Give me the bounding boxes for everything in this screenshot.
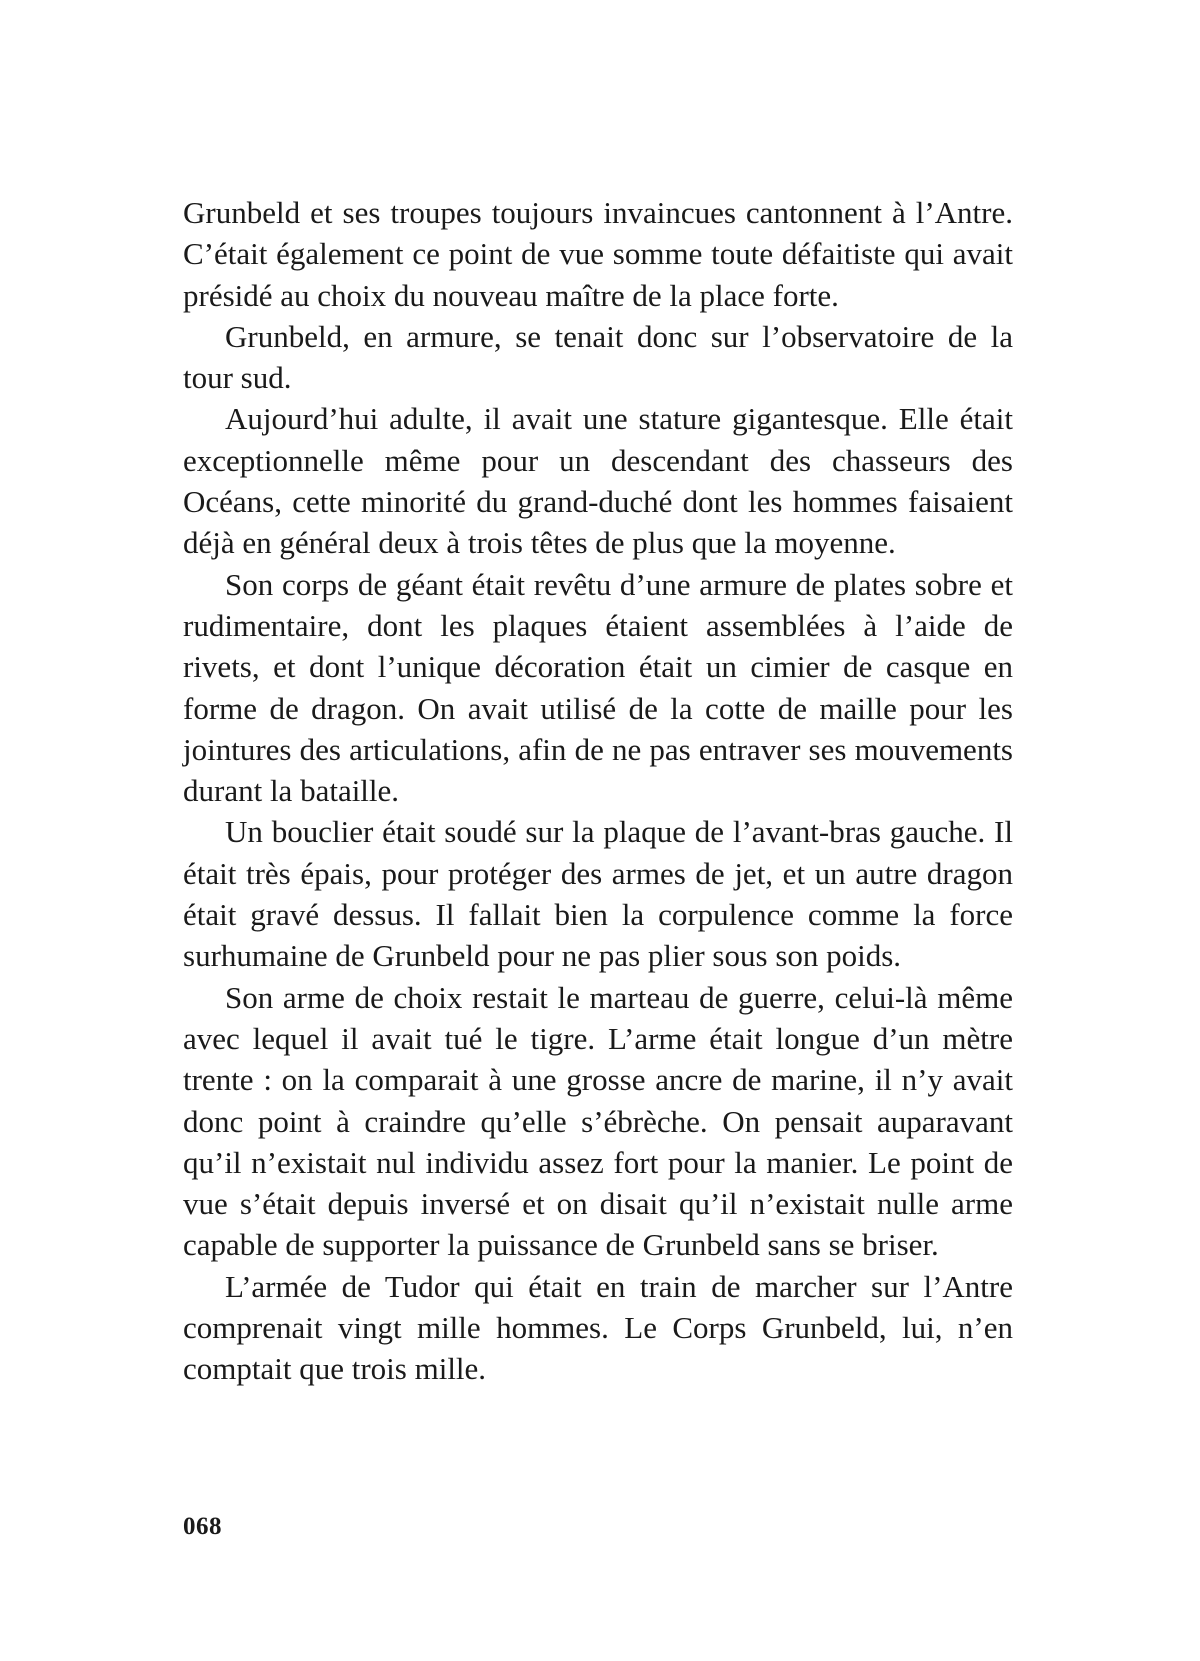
page-number: 068 — [183, 1513, 222, 1540]
paragraph-5: Un bouclier était soudé sur la plaque de l’avant-bras gauche. Il était très épais, pour protéger des armes de jet, et un autre dragon était gravé dessus. Il fallait bien la corpulence comme la force surhumaine de Grunbeld pour ne pas plier sous son poids. — [183, 814, 1013, 974]
paragraph-6: Son arme de choix restait le marteau de guerre, celui-là même avec lequel il avait tué le tigre. L’arme était longue d’un mètre trente : on la comparait à une grosse ancre de marine, il n’y avait donc point à craindre qu’elle s’ébrèche. On pensait auparavant qu’il n’existait nul individu assez fort pour la manier. Le point de vue s’était depuis inversé et on disait qu’il n’existait nulle arme capable de supporter la puissance de Grunbeld sans se briser. — [183, 979, 1013, 1263]
body-text — [183, 192, 1013, 1390]
paragraph-7: L’armée de Tudor qui était en train de marcher sur l’Antre comprenait vingt mille hommes. Le Corps Grunbeld, lui, n’en comptait que trois mille. — [183, 1268, 1013, 1387]
paragraph-1: Grunbeld et ses troupes toujours invaincues cantonnent à l’Antre. C’était également ce point de vue somme toute défaitiste qui avait présidé au choix du nouveau maître de la place forte. — [183, 195, 1013, 313]
paragraph-4: Son corps de géant était revêtu d’une armure de plates sobre et rudimentaire, dont les plaques étaient assemblées à l’aide de rivets, et dont l’unique décoration était un cimier de casque en forme de dragon. On avait utilisé de la cotte de maille pour les jointures des articulations, afin de ne pas entraver ses mouvements durant la bataille. — [183, 566, 1013, 809]
paragraph-3: Aujourd’hui adulte, il avait une stature gigantesque. Elle était exceptionnelle même pour un descendant des chasseurs des Océans, cette minorité du grand-duché dont les hommes faisaient déjà en général deux à trois têtes de plus que la moyenne. — [183, 401, 1013, 561]
paragraph-2: Grunbeld, en armure, se tenait donc sur l’observatoire de la tour sud. — [183, 318, 1013, 396]
